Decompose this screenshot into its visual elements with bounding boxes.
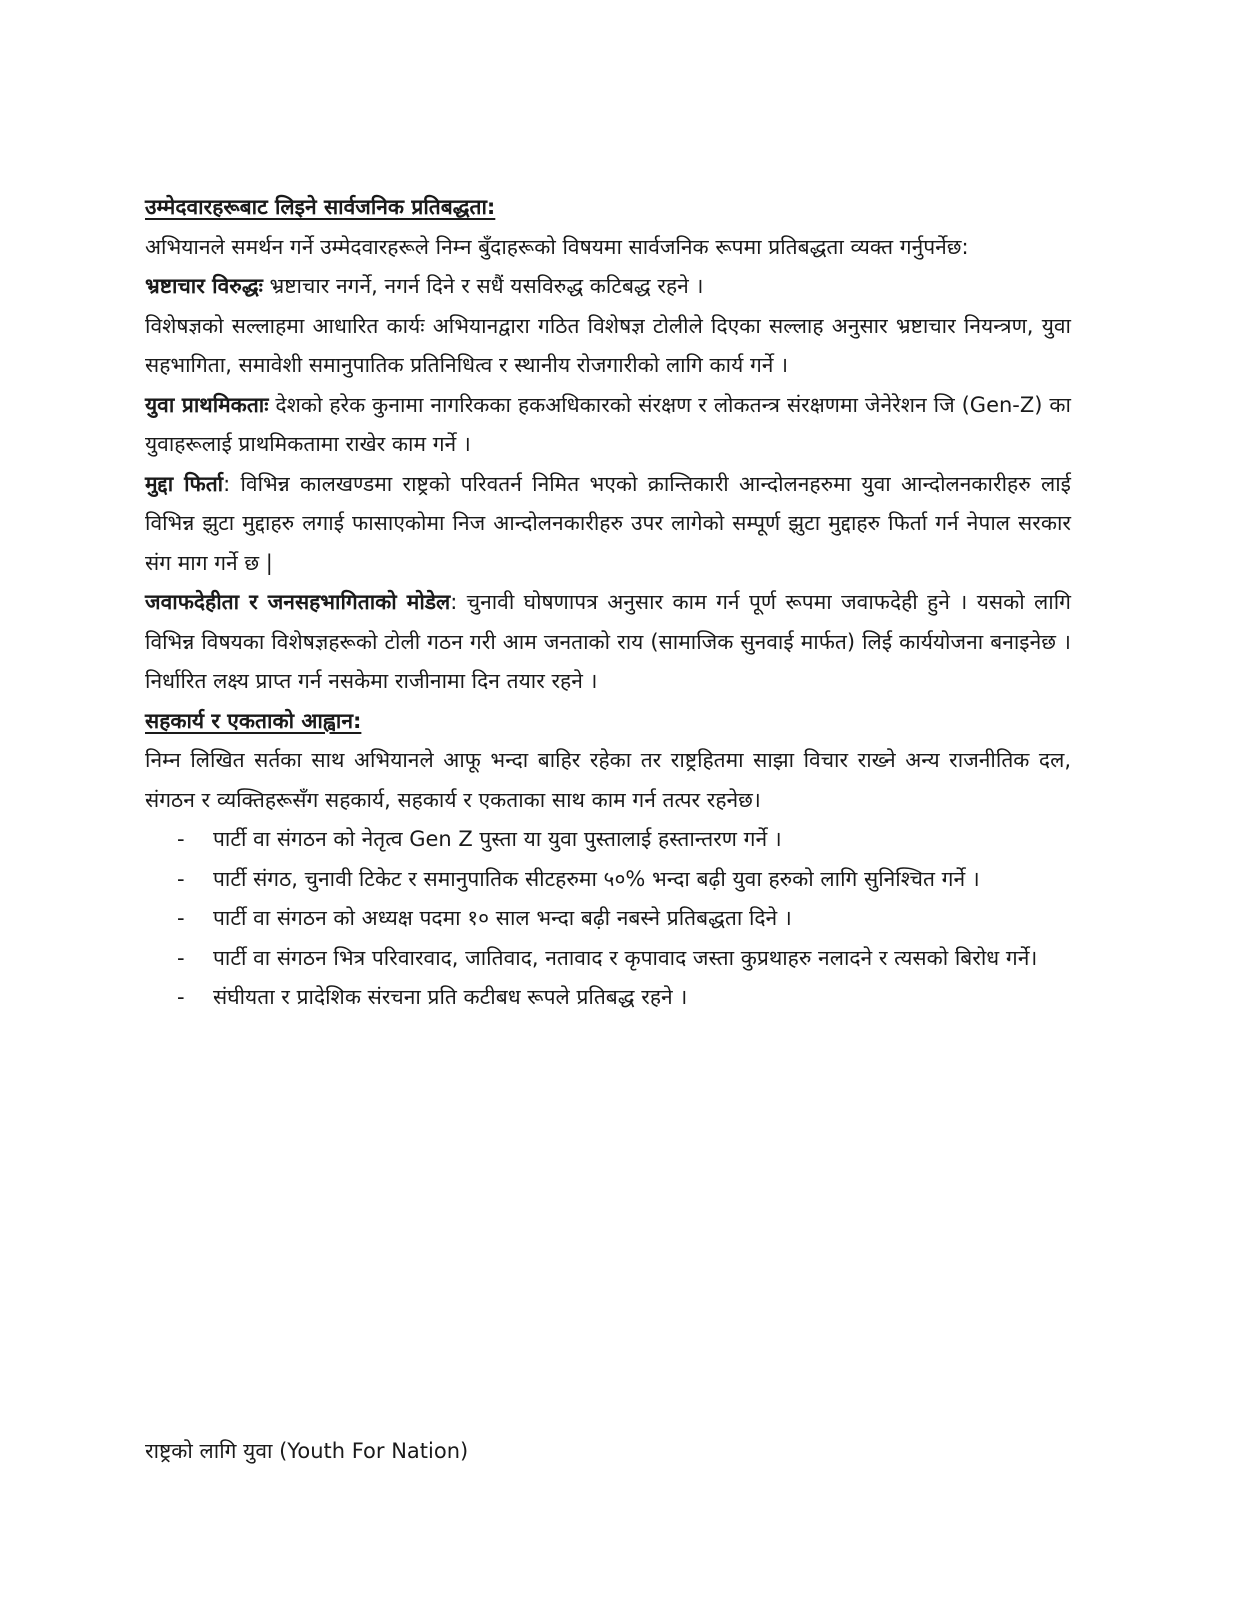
commitment-anti-corruption bbox=[145, 267, 1071, 307]
list-item-text: संघीयता र प्रादेशिक संरचना प्रति कटीबध रूपले प्रतिबद्ध रहने । bbox=[213, 985, 688, 1009]
commitment-text: : चुनावी घोषणापत्र अनुसार काम गर्न पूर्ण रूपमा जवाफदेही हुने । यसको लागि विभिन्न विषयका विशेषज्ञहरूको टोली गठन गरी आम जनताको राय (सामाजिक सुनवाई मार्फत) लिई कार्ययोजना बनाइनेछ । निर्धारित लक्ष्य प्राप्त गर्न नसकेमा राजीनामा दिन तयार रहने । bbox=[145, 590, 1071, 693]
list-item bbox=[145, 860, 1071, 900]
section-intro-paragraph: अभियानले समर्थन गर्ने उम्मेदवारहरूले निम्न बुँदाहरूको विषयमा सार्वजनिक रूपमा प्रतिबद्धता व्यक्त गर्नुपर्नेछ: bbox=[145, 234, 969, 259]
commitment-title: मुद्दा फिर्ता bbox=[145, 471, 224, 496]
bullet-dash: - bbox=[177, 827, 185, 851]
cooperation-conditions-list bbox=[145, 820, 1071, 1018]
commitment-youth-priority bbox=[145, 386, 1071, 465]
list-item-text: पार्टी वा संगठन को नेतृत्व Gen Z पुस्ता या युवा पुस्तालाई हस्तान्तरण गर्ने । bbox=[213, 827, 782, 851]
list-item bbox=[145, 820, 1071, 860]
bullet-dash: - bbox=[177, 985, 185, 1009]
commitment-text: भ्रष्टाचार नगर्ने, नगर्न दिने र सधैं यसविरुद्ध कटिबद्ध रहने । bbox=[262, 274, 704, 298]
commitment-title: युवा प्राथमिकताः bbox=[145, 392, 269, 417]
bullet-dash: - bbox=[177, 945, 185, 970]
commitment-text: देशको हरेक कुनामा नागरिकका हकअधिकारको संरक्षण र लोकतन्त्र संरक्षणमा जेनेरेशन जि (Gen-Z) का युवाहरूलाई प्राथमिकतामा राखेर काम गर्ने । bbox=[145, 392, 1071, 456]
list-item-text: पार्टी वा संगठन को अध्यक्ष पदमा १० साल भन्दा बढ़ी नबस्ने प्रतिबद्धता दिने । bbox=[213, 906, 792, 930]
list-item-text: पार्टी संगठ, चुनावी टिकेट र समानुपातिक सीटहरुमा ५०% भन्दा बढ़ी युवा हरुको लागि सुनिश्चित गर्ने । bbox=[213, 866, 980, 891]
bullet-dash: - bbox=[177, 906, 185, 930]
list-item bbox=[145, 939, 1071, 979]
list-item bbox=[145, 899, 1071, 939]
commitment-case-withdrawal bbox=[145, 465, 1071, 584]
commitment-expert-advice bbox=[145, 307, 1071, 386]
section-heading-public-commitment: उम्मेदवारहरूबाट लिइने सार्वजनिक प्रतिबद्धता: bbox=[145, 195, 496, 219]
commitment-text: विशेषज्ञको सल्लाहमा आधारित कार्यः अभियानद्वारा गठित विशेषज्ञ टोलीले दिएका सल्लाह अनुसार भ्रष्टाचार नियन्त्रण, युवा सहभागिता, समावेशी समानुपातिक प्रतिनिधित्व र स्थानीय रोजगारीको लागि कार्य गर्ने । bbox=[145, 313, 1071, 377]
bullet-dash: - bbox=[177, 866, 185, 891]
commitment-text: : विभिन्न कालखण्डमा राष्ट्रको परिवतर्न निमित भएको क्रान्तिकारी आन्दोलनहरुमा युवा आन्दोलनकारीहरु लाई विभिन्न झुटा मुद्दाहरु लगाई फासाएकोमा निज आन्दोलनकारीहरु उपर लागेको सम्पूर्ण झुटा मुद्दाहरु फिर्ता गर्न नेपाल सरकार संग माग गर्ने छ | bbox=[145, 471, 1071, 575]
commitment-title: भ्रष्टाचार विरुद्धः bbox=[145, 274, 263, 298]
list-item bbox=[145, 978, 1071, 1018]
cooperation-intro-paragraph: निम्न लिखित सर्तका साथ अभियानले आफू भन्दा बाहिर रहेका तर राष्ट्रहितमा साझा विचार राख्ने अन्य राजनीतिक दल, संगठन र व्यक्तिहरूसँग सहकार्य, सहकार्य र एकताका साथ काम गर्न तत्पर रहनेछ। bbox=[145, 748, 1071, 812]
commitment-accountability-model bbox=[145, 583, 1071, 702]
commitment-title: जवाफदेहीता र जनसहभागिताको मोडेल bbox=[145, 590, 451, 614]
page-footer: राष्ट्रको लागि युवा (Youth For Nation) bbox=[145, 1439, 469, 1463]
section-heading-cooperation: सहकार्य र एकताको आह्वान: bbox=[145, 708, 362, 733]
document-body bbox=[145, 188, 1071, 1018]
list-item-text: पार्टी वा संगठन भित्र परिवारवाद, जातिवाद, नतावाद र कृपावाद जस्ता कुप्रथाहरु नलादने र त्यसको बिरोध गर्ने। bbox=[213, 945, 1038, 970]
